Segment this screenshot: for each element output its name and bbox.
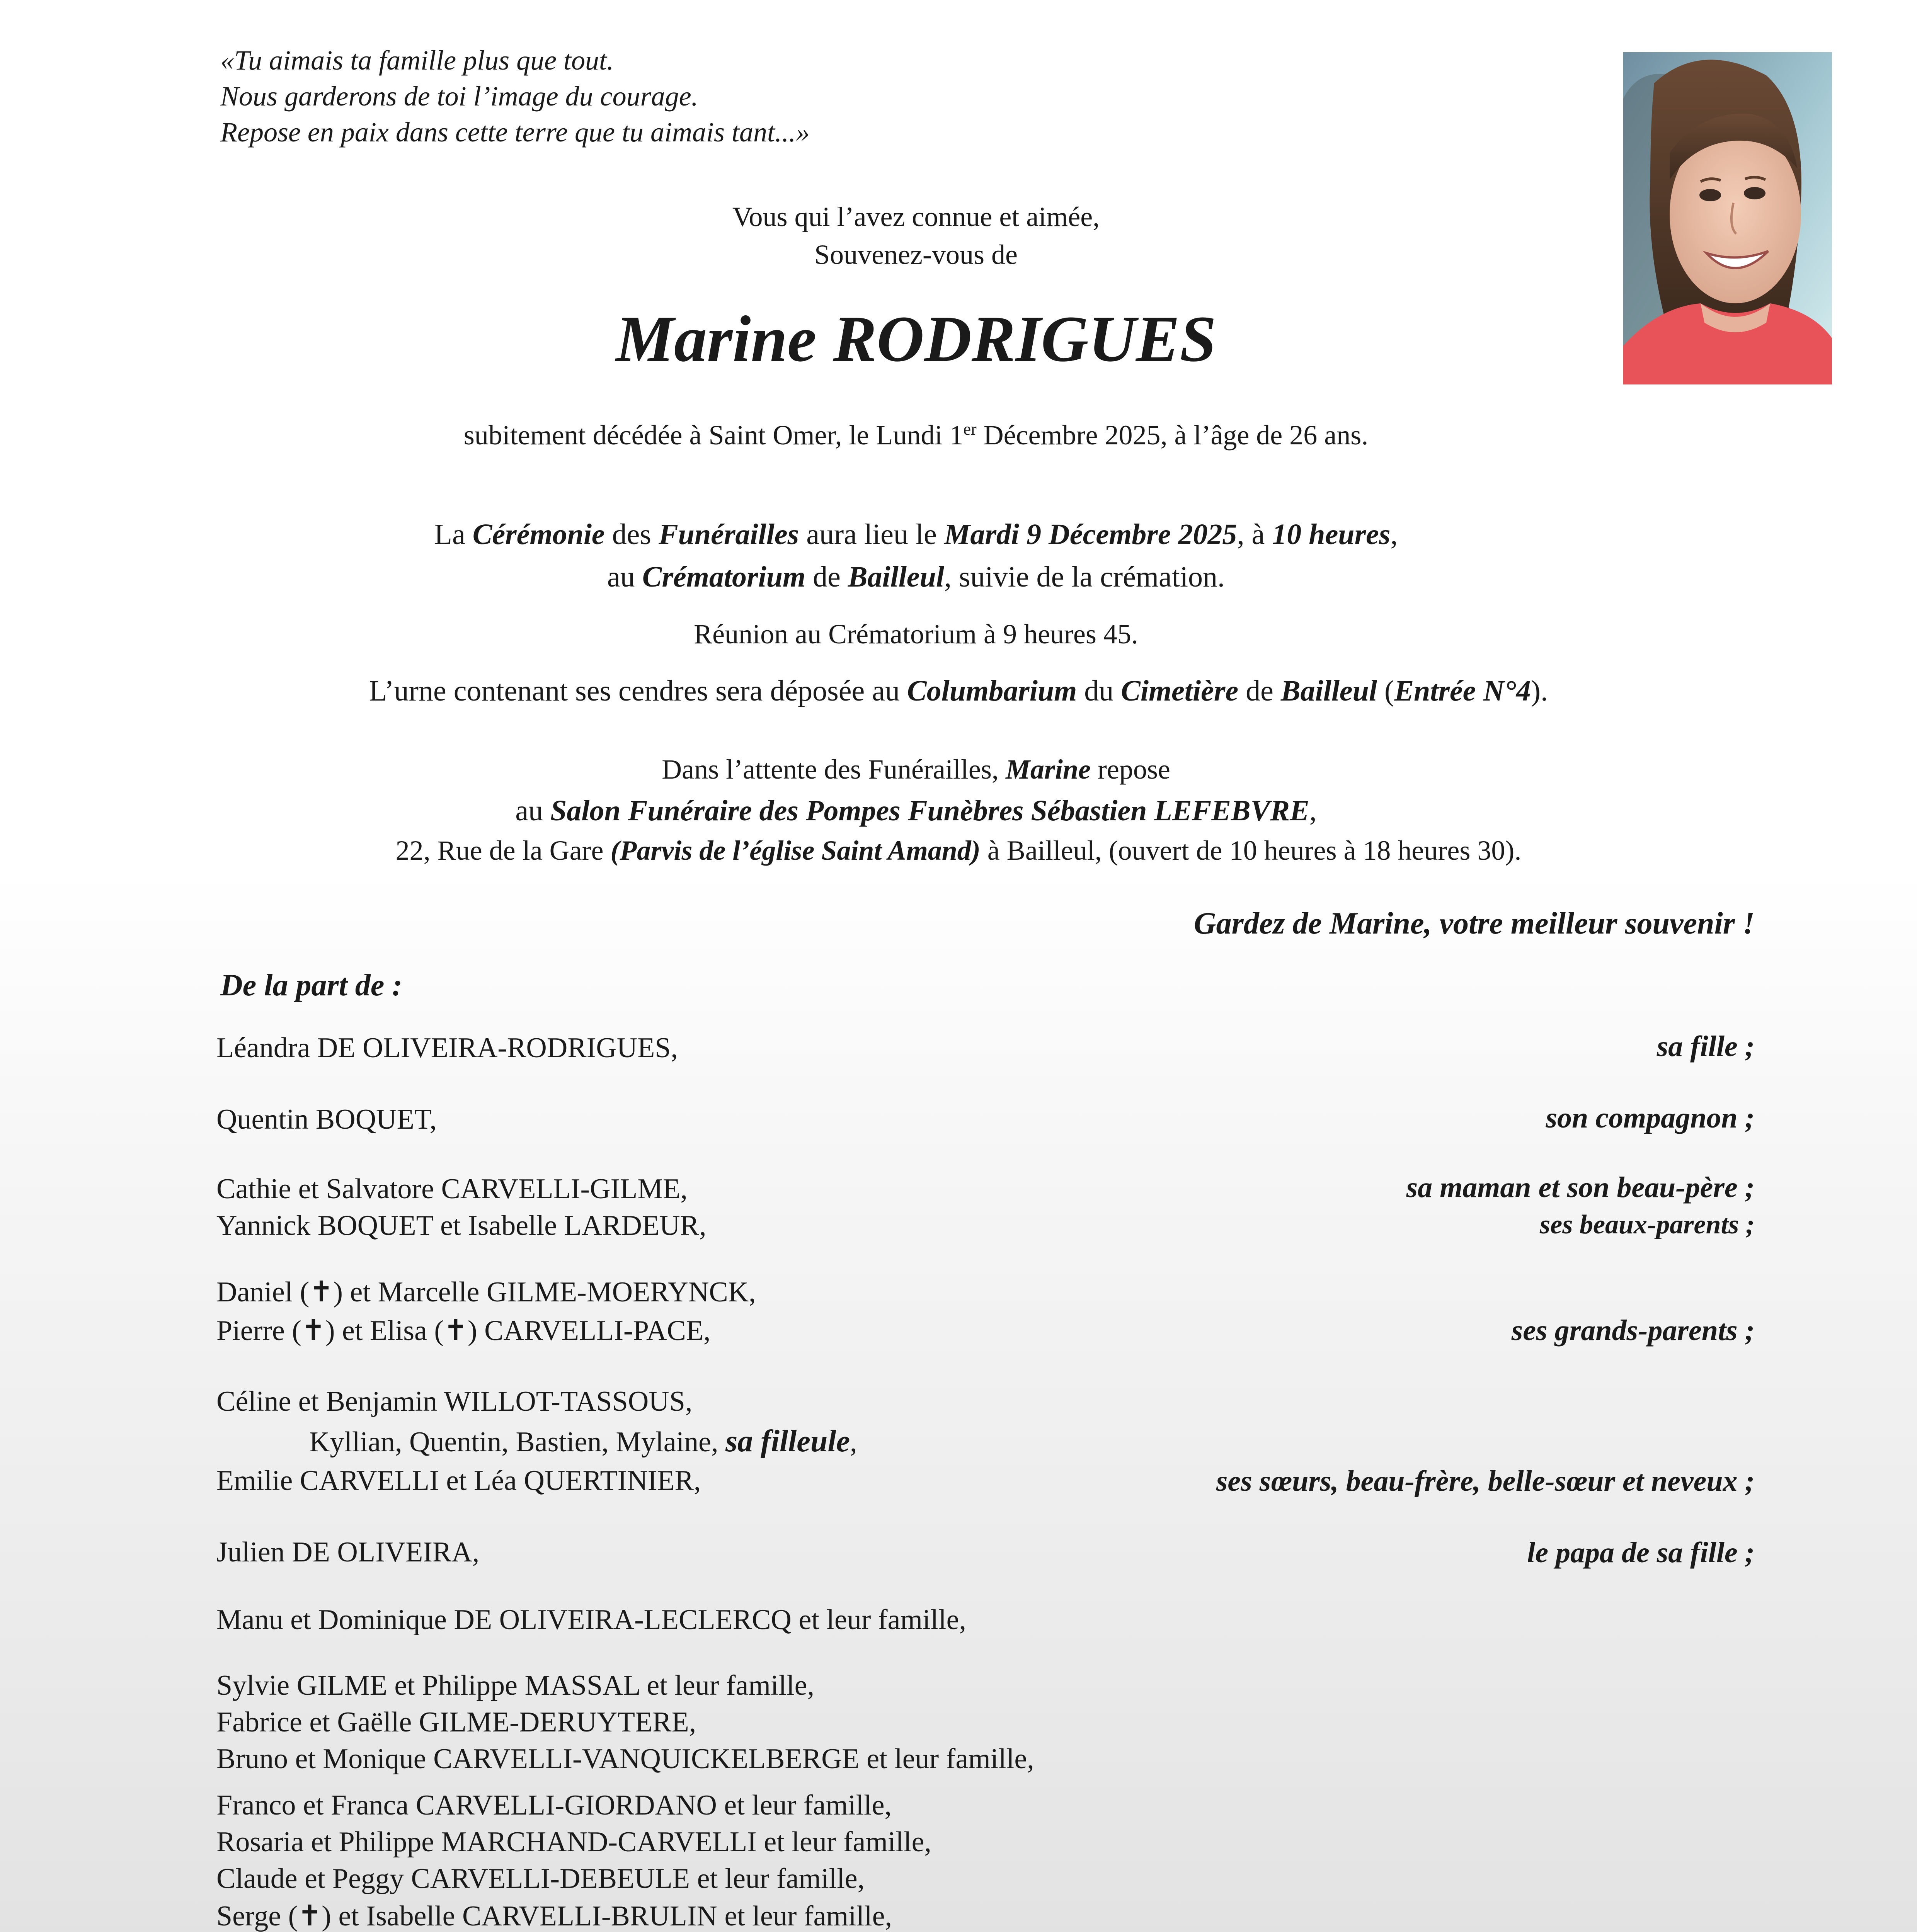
text: Marine — [1005, 754, 1091, 785]
family-member: Franco et Franca CARVELLI-GIORDANO et leur famille, — [216, 1789, 892, 1821]
family-member: Bruno et Monique CARVELLI-VANQUICKELBERGE et leur famille, — [216, 1743, 1034, 1775]
opening-quote — [220, 43, 810, 150]
death-text: subitement décédée à Saint Omer, le Lundi 1 — [463, 420, 964, 451]
relation-label: ses grands-parents ; — [1511, 1314, 1755, 1347]
text: 22, Rue de la Gare — [395, 835, 611, 866]
text: ( — [1377, 675, 1394, 707]
text: à Bailleul, (ouvert de 10 heures à 18 heures 30). — [980, 835, 1522, 866]
death-announcement — [271, 419, 1561, 451]
relation-label: son compagnon ; — [1546, 1102, 1755, 1134]
family-member: Céline et Benjamin WILLOT-TASSOUS, — [216, 1386, 693, 1417]
meeting-line: Réunion au Crématorium à 9 heures 45. — [694, 619, 1138, 650]
family-member: Fabrice et Gaëlle GILME-DERUYTERE, — [216, 1706, 696, 1738]
quote-line: Repose en paix dans cette terre que tu aimais tant...» — [220, 117, 810, 148]
family-member: Sylvie GILME et Philippe MASSAL et leur famille, — [216, 1670, 814, 1701]
text: de — [805, 561, 848, 593]
from-label: De la part de : — [220, 968, 403, 1002]
text: Funérailles — [658, 518, 799, 551]
intro-line: Vous qui l’avez connue et aimée, — [732, 201, 1100, 232]
family-member: Julien DE OLIVEIRA, — [216, 1536, 480, 1568]
text: L’urne contenant ses cendres sera déposée au — [369, 675, 907, 707]
family-member: Rosaria et Philippe MARCHAND-CARVELLI et leur famille, — [216, 1826, 931, 1858]
text: La — [434, 518, 473, 551]
ceremony-line — [271, 518, 1561, 551]
ceremony-line — [271, 560, 1561, 594]
death-text: Décembre 2025, à l’âge de 26 ans. — [976, 420, 1369, 451]
rest-line — [271, 753, 1561, 786]
text: au — [607, 561, 642, 593]
family-member — [309, 1424, 857, 1459]
text: aura lieu le — [799, 518, 944, 551]
text: repose — [1090, 754, 1170, 785]
text: sa filleule — [725, 1424, 850, 1458]
family-member: Daniel (✝) et Marcelle GILME-MOERYNCK, — [216, 1276, 756, 1308]
relation-label: sa fille ; — [1657, 1030, 1755, 1063]
relation-label: ses beaux-parents ; — [1539, 1210, 1755, 1240]
deceased-name: Marine RODRIGUES — [616, 303, 1216, 375]
rest-address — [193, 835, 1724, 867]
relation-label: le papa de sa fille ; — [1527, 1536, 1755, 1569]
text: Columbarium — [907, 675, 1077, 707]
relation-label: sa maman et son beau-père ; — [1406, 1171, 1755, 1204]
ceremony-date: Mardi 9 Décembre 2025 — [944, 518, 1237, 551]
family-member: Cathie et Salvatore CARVELLI-GILME, — [216, 1173, 688, 1205]
family-member: Pierre (✝) et Elisa (✝) CARVELLI-PACE, — [216, 1315, 711, 1347]
text: (Parvis de l’église Saint Amand) — [610, 835, 981, 866]
text: Bailleul — [848, 561, 944, 593]
text: Salon Funéraire des Pompes Funèbres Sébastien LEFEBVRE — [550, 794, 1309, 827]
text: des — [604, 518, 659, 551]
text: Bailleul — [1280, 675, 1377, 707]
text: ). — [1531, 675, 1548, 707]
text: au — [515, 794, 551, 827]
family-member: Claude et Peggy CARVELLI-DEBEULE et leur famille, — [216, 1863, 865, 1895]
urn-line — [193, 674, 1724, 708]
keep-memory-line: Gardez de Marine, votre meilleur souvenir ! — [1193, 906, 1755, 940]
text: , à — [1237, 518, 1272, 551]
text: de — [1238, 675, 1281, 707]
text: Dans l’attente des Funérailles, — [662, 754, 1006, 785]
ordinal-suffix: er — [963, 420, 977, 439]
text: , suivie de la crémation. — [944, 561, 1225, 593]
family-member: Yannick BOQUET et Isabelle LARDEUR, — [216, 1210, 707, 1242]
intro-line: Souvenez-vous de — [814, 239, 1018, 270]
family-member: Léandra DE OLIVEIRA-RODRIGUES, — [216, 1032, 678, 1064]
portrait-photo — [1623, 52, 1832, 384]
text: Crématorium — [642, 561, 806, 593]
family-member: Manu et Dominique DE OLIVEIRA-LECLERCQ et leur famille, — [216, 1604, 967, 1636]
rest-line: au Salon Funéraire des Pompes Funèbres Sébastien LEFEBVRE, — [515, 794, 1317, 827]
text: , — [1390, 518, 1398, 551]
text: Cimetière — [1121, 675, 1239, 707]
text: Cérémonie — [472, 518, 605, 551]
quote-line: «Tu aimais ta famille plus que tout. — [220, 45, 614, 76]
quote-line: Nous garderons de toi l’image du courage. — [220, 81, 698, 112]
text: , — [850, 1426, 857, 1458]
family-member: Emilie CARVELLI et Léa QUERTINIER, — [216, 1465, 701, 1497]
family-member: Quentin BOQUET, — [216, 1104, 437, 1135]
relation-label: ses sœurs, beau-frère, belle-sœur et neveux ; — [1216, 1465, 1755, 1497]
ceremony-time: 10 heures — [1272, 518, 1391, 551]
text: du — [1077, 675, 1121, 707]
text: Entrée N°4 — [1394, 675, 1531, 707]
family-member: Serge (✝) et Isabelle CARVELLI-BRULIN et leur famille, — [216, 1900, 892, 1932]
text: Kyllian, Quentin, Bastien, Mylaine, — [309, 1426, 725, 1458]
